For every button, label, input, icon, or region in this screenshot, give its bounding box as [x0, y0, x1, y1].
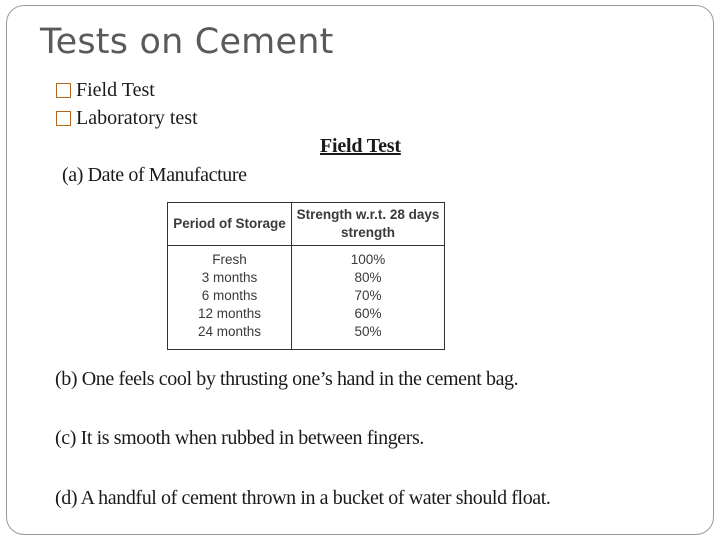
bullet-label: Field Test: [76, 78, 155, 101]
table-row: [168, 246, 445, 350]
header-text: Strength w.r.t. 28 days strength: [296, 207, 440, 240]
square-bullet-icon: [56, 83, 71, 98]
table-cell: Fresh: [212, 252, 247, 267]
item-d-text: (d) A handful of cement thrown in a bucket of water should float.: [55, 487, 551, 509]
item-c-text: (c) It is smooth when rubbed in between fingers.: [55, 427, 425, 449]
item-b-text: (b) One feels cool by thrusting one’s hand in the cement bag.: [55, 368, 519, 390]
table-cell: 12 months: [197, 306, 262, 321]
section-heading: Field Test: [320, 135, 401, 157]
table-cell: 80%: [354, 270, 382, 285]
bullet-item-laboratory-test: [56, 106, 198, 130]
table-cell: 100%: [350, 252, 386, 267]
item-a-text: (a) Date of Manufacture: [62, 164, 247, 186]
strength-column: [292, 246, 445, 350]
table-header-row: [168, 203, 445, 246]
bullet-item-field-test: [56, 78, 155, 102]
table-cell: 6 months: [201, 288, 258, 303]
storage-strength-table: [167, 202, 445, 350]
table-cell: 50%: [354, 324, 382, 339]
bullet-label: Laboratory test: [76, 106, 198, 129]
square-bullet-icon: [56, 111, 71, 126]
table-cell: 24 months: [197, 324, 262, 339]
table-cell: 3 months: [201, 270, 258, 285]
header-text: Period of Storage: [173, 216, 286, 231]
slide-title: Tests on Cement: [40, 22, 334, 62]
table-cell: 60%: [354, 306, 382, 321]
table-cell: 70%: [354, 288, 382, 303]
table-header-strength: [292, 203, 445, 246]
table-header-period: [168, 203, 292, 246]
period-column: [168, 246, 292, 350]
